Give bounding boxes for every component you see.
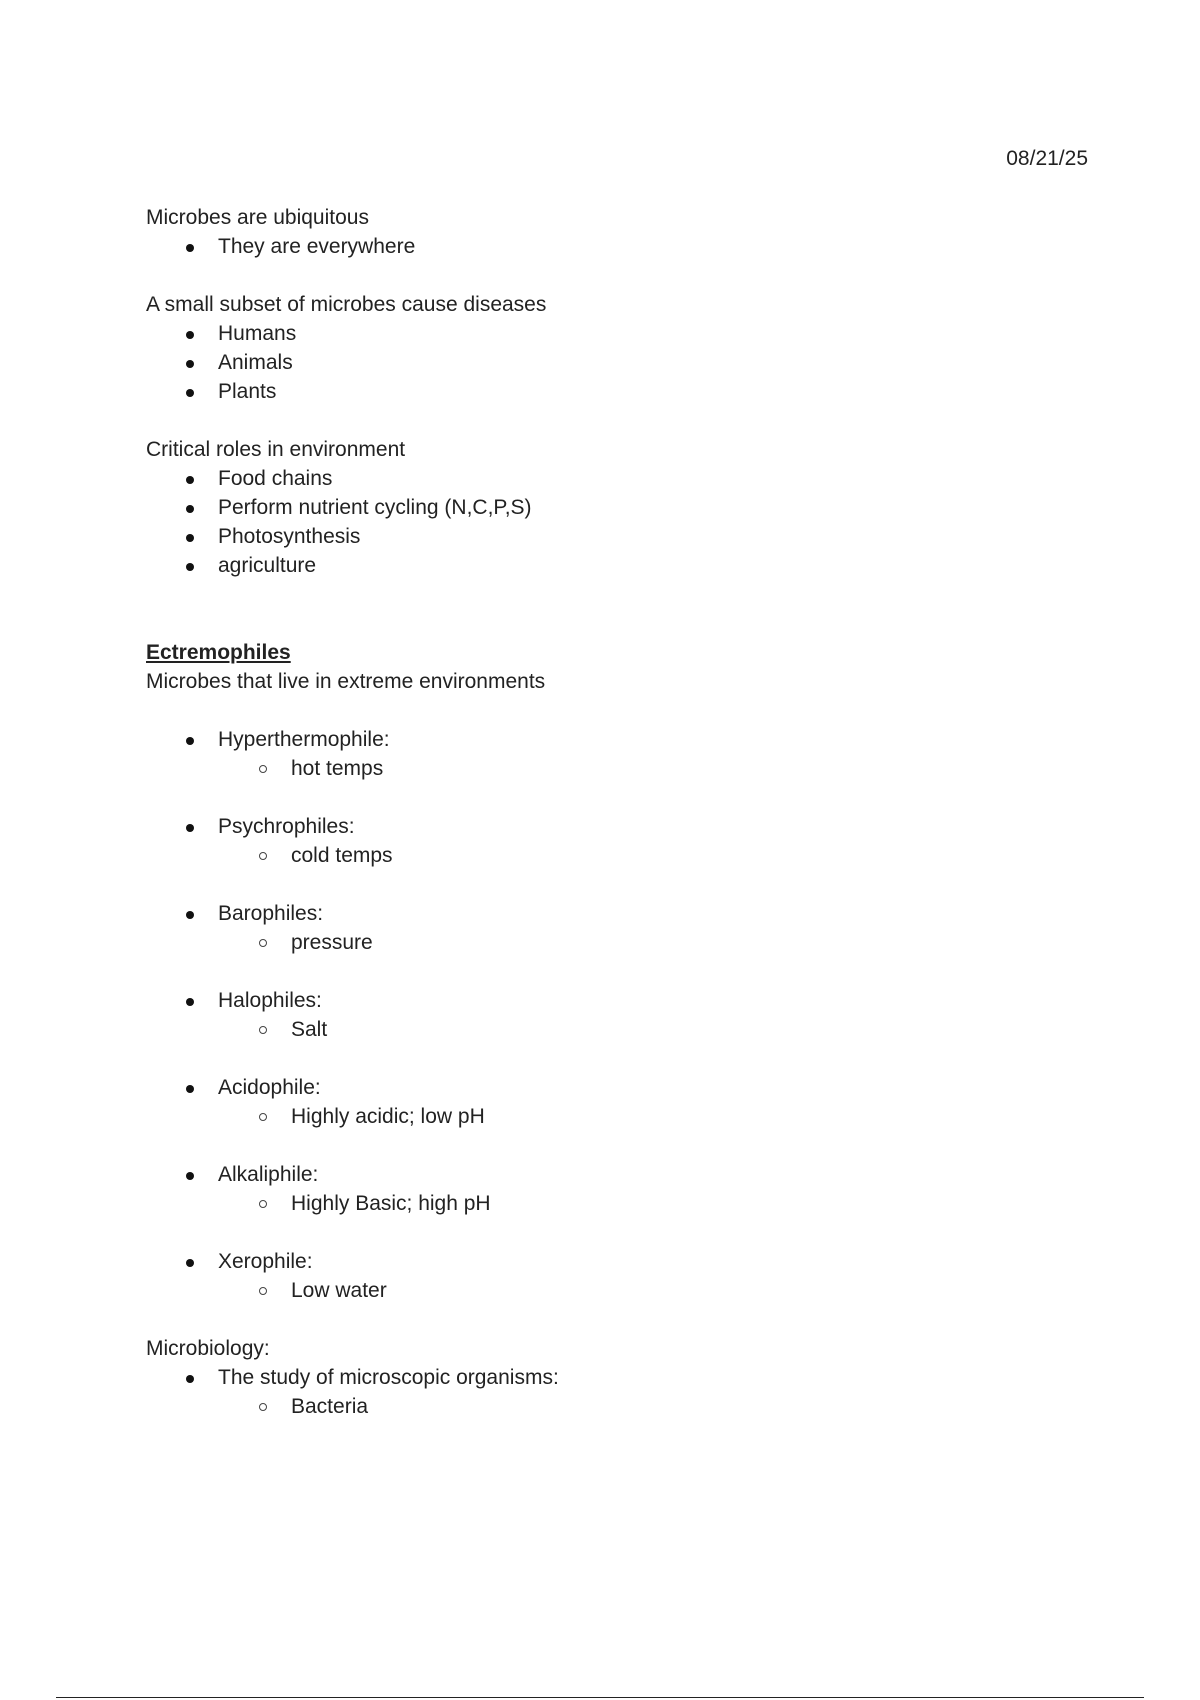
extremophile-label: Acidophile: [218, 1076, 321, 1099]
list-item: Food chains [218, 464, 1106, 493]
list-diseases [146, 319, 1106, 406]
list-item [218, 725, 1106, 812]
sub-list-item: Bacteria [291, 1392, 1106, 1421]
date-label: 08/21/25 [1006, 147, 1088, 170]
section-title-ubiquitous: Microbes are ubiquitous [146, 206, 369, 229]
extremophiles-heading: Ectremophiles [146, 641, 291, 664]
sub-list-item: pressure [291, 928, 1106, 957]
sub-list-item: Low water [291, 1276, 1106, 1305]
extremophiles-description: Microbes that live in extreme environments [146, 670, 546, 693]
sub-list-item: cold temps [291, 841, 1106, 870]
list-item [218, 1247, 1106, 1305]
list-item: They are everywhere [218, 232, 1106, 261]
notes-body [146, 203, 1106, 1421]
list-item: agriculture [218, 551, 1106, 580]
list-item: Plants [218, 377, 1106, 406]
extremophile-label: Hyperthermophile: [218, 728, 390, 751]
list-item [218, 1363, 1106, 1421]
list-item: Animals [218, 348, 1106, 377]
section-title-diseases: A small subset of microbes cause diseases [146, 293, 547, 316]
section-title-roles: Critical roles in environment [146, 438, 406, 461]
list-ubiquitous [146, 232, 1106, 261]
footer-divider [56, 1697, 1144, 1698]
list-item [218, 1160, 1106, 1247]
list-item: Humans [218, 319, 1106, 348]
list-microbiology [146, 1363, 1106, 1421]
sub-list-item: Salt [291, 1015, 1106, 1044]
list-item [218, 1073, 1106, 1160]
microbiology-item: The study of microscopic organisms: [218, 1366, 559, 1389]
sub-list-item: hot temps [291, 754, 1106, 783]
extremophile-label: Alkaliphile: [218, 1163, 319, 1186]
extremophile-label: Halophiles: [218, 989, 322, 1012]
list-item [218, 812, 1106, 899]
list-extremophiles [146, 725, 1106, 1305]
section-title-microbiology: Microbiology: [146, 1337, 270, 1360]
extremophile-label: Xerophile: [218, 1250, 313, 1273]
extremophile-label: Psychrophiles: [218, 815, 355, 838]
extremophile-label: Barophiles: [218, 902, 324, 925]
list-item: Perform nutrient cycling (N,C,P,S) [218, 493, 1106, 522]
list-item [218, 899, 1106, 986]
list-roles [146, 464, 1106, 580]
list-item: Photosynthesis [218, 522, 1106, 551]
sub-list-item: Highly Basic; high pH [291, 1189, 1106, 1218]
list-item [218, 986, 1106, 1073]
sub-list-item: Highly acidic; low pH [291, 1102, 1106, 1131]
